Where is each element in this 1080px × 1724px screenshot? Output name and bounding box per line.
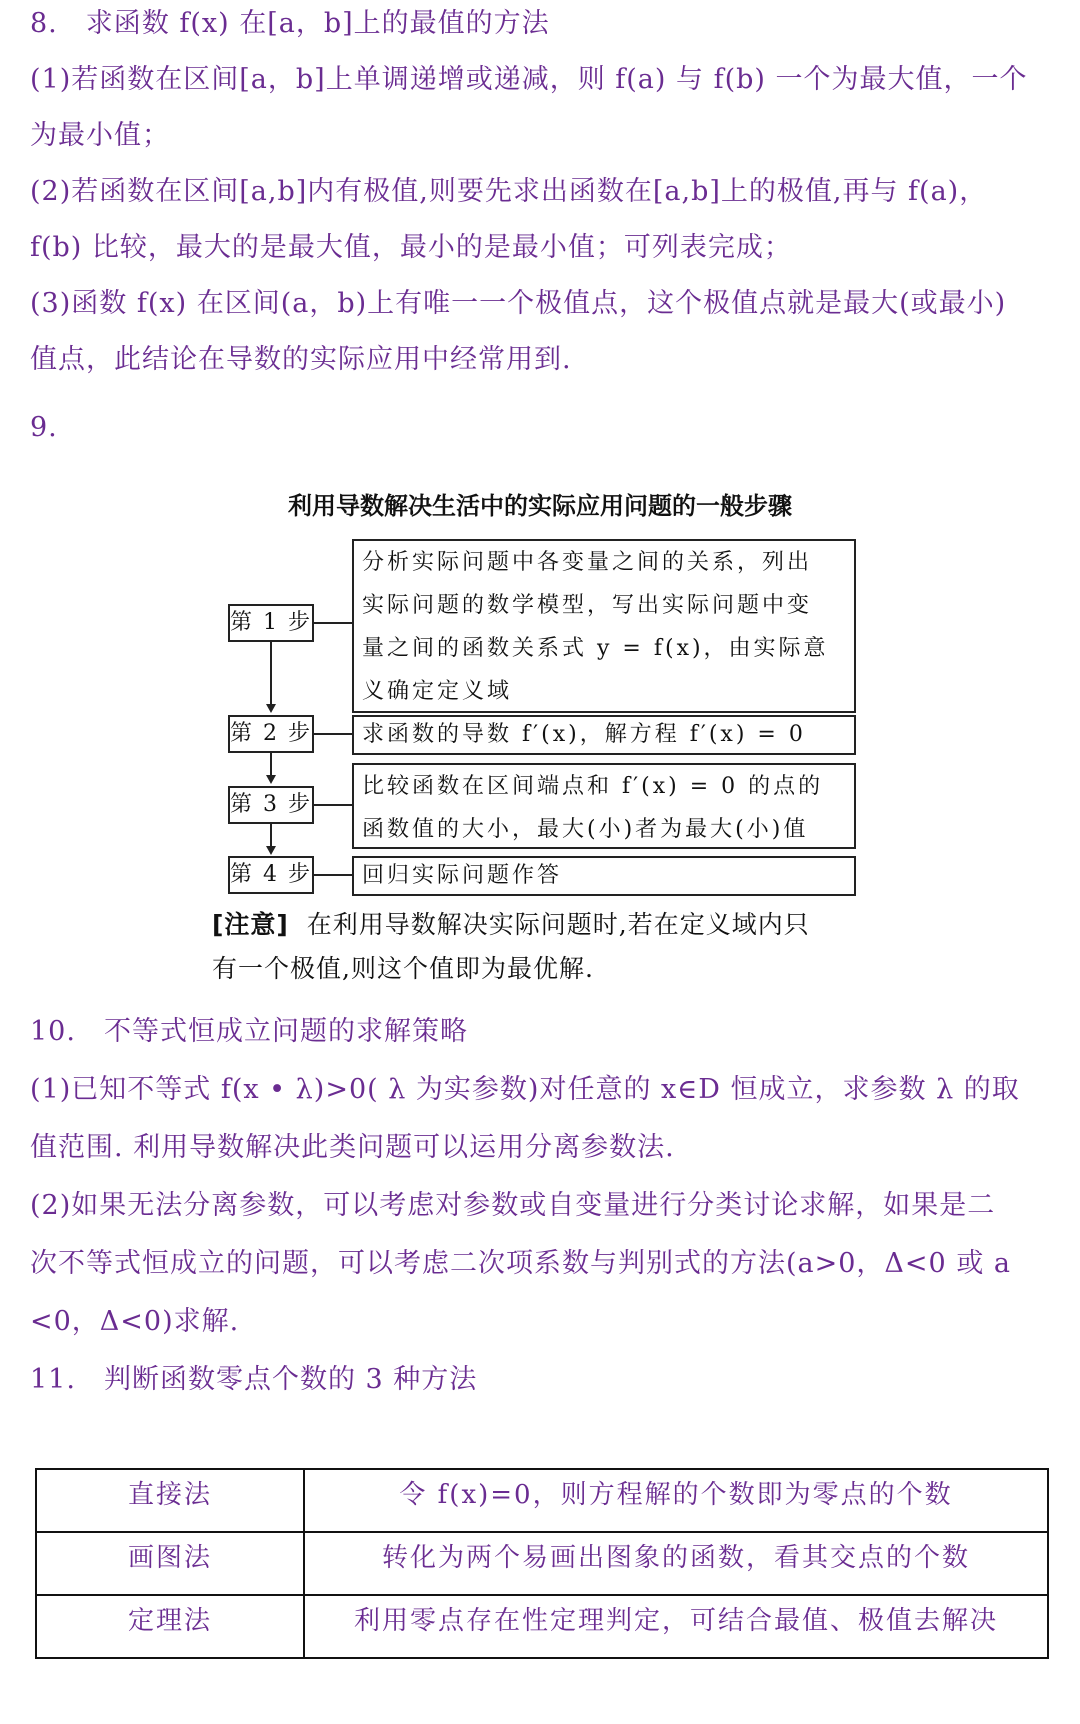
arrow-1-2-head: [266, 704, 276, 713]
arrow-1-2-line: [270, 642, 272, 704]
section-8-line-6: 值点，此结论在导数的实际应用中经常用到.: [30, 344, 572, 375]
arrow-2-3-line: [270, 753, 272, 775]
step-1-desc-line-4: 义确定定义域: [362, 679, 513, 704]
step-1-desc-line-3: 量之间的函数关系式 y = f(x)，由实际意: [362, 636, 829, 661]
note-line-2: 有一个极值,则这个值即为最优解.: [212, 954, 594, 983]
section-10-line-5: <0，Δ<0)求解.: [30, 1306, 240, 1337]
table-row: [36, 1532, 1048, 1595]
section-10-title: 10. 不等式恒成立问题的求解策略: [30, 1016, 468, 1047]
method-description: 令 f(x)=0，则方程解的个数即为零点的个数: [304, 1469, 1048, 1532]
section-10-line-2: 值范围. 利用导数解决此类问题可以运用分离参数法.: [30, 1132, 675, 1163]
section-10-line-4: 次不等式恒成立的问题，可以考虑二次项系数与判别式的方法(a>0，Δ<0 或 a: [30, 1248, 1011, 1279]
zero-count-methods-table: [35, 1468, 1049, 1659]
section-8-line-1: (1)若函数在区间[a，b]上单调递增或递减，则 f(a) 与 f(b) 一个为最大值，一个: [30, 64, 1028, 95]
step-3-label: 第 3 步: [228, 786, 314, 824]
table-row: [36, 1469, 1048, 1532]
section-9-number: 9.: [30, 412, 58, 443]
section-8-line-4: f(b) 比较，最大的是最大值，最小的是最小值；可列表完成；: [30, 232, 792, 263]
section-11-title: 11. 判断函数零点个数的 3 种方法: [30, 1364, 478, 1395]
method-name: 画图法: [36, 1532, 304, 1595]
step-4-description: [352, 856, 856, 896]
note-label: [注意]: [212, 910, 289, 939]
section-8-title: 8. 求函数 f(x) 在[a，b]上的最值的方法: [30, 8, 550, 39]
step-1-desc-line-2: 实际问题的数学模型，写出实际问题中变: [362, 593, 813, 618]
arrow-2-3-head: [266, 775, 276, 784]
step-3-description: [352, 763, 856, 849]
section-8-line-5: (3)函数 f(x) 在区间(a，b)上有唯一一个极值点，这个极值点就是最大(或最小): [30, 288, 1007, 319]
section-8-line-3: (2)若函数在区间[a,b]内有极值,则要先求出函数在[a,b]上的极值,再与 f(a)，: [30, 176, 988, 207]
step-3-desc-line-1: 比较函数在区间端点和 f′(x) = 0 的点的: [362, 774, 824, 799]
step-1-label: 第 1 步: [228, 604, 314, 642]
step-4-connector: [314, 874, 352, 876]
flowchart-title: 利用导数解决生活中的实际应用问题的一般步骤: [288, 492, 792, 520]
step-2-connector: [314, 733, 352, 735]
section-10-line-1: (1)已知不等式 f(x • λ)>0( λ 为实参数)对任意的 x∈D 恒成立，求参数 λ 的取: [30, 1074, 1020, 1105]
method-description: 利用零点存在性定理判定，可结合最值、极值去解决: [304, 1595, 1048, 1658]
step-4-desc-line-1: 回归实际问题作答: [362, 863, 563, 888]
arrow-3-4-line: [270, 824, 272, 846]
note-text-1: 在利用导数解决实际问题时,若在定义域内只: [306, 910, 810, 939]
method-description: 转化为两个易画出图象的函数，看其交点的个数: [304, 1532, 1048, 1595]
step-4-label: 第 4 步: [228, 856, 314, 894]
step-2-desc-line-1: 求函数的导数 f′(x)，解方程 f′(x) = 0: [362, 722, 806, 747]
step-3-connector: [314, 804, 352, 806]
step-3-desc-line-2: 函数值的大小，最大(小)者为最大(小)值: [362, 817, 809, 842]
step-2-description: [352, 715, 856, 755]
step-1-desc-line-1: 分析实际问题中各变量之间的关系，列出: [362, 550, 813, 575]
step-1-connector: [314, 622, 352, 624]
step-2-label: 第 2 步: [228, 715, 314, 753]
note-line-1: [212, 903, 810, 947]
method-name: 定理法: [36, 1595, 304, 1658]
arrow-3-4-head: [266, 846, 276, 855]
step-1-description: [352, 539, 856, 713]
table-row: [36, 1595, 1048, 1658]
method-name: 直接法: [36, 1469, 304, 1532]
section-8-line-2: 为最小值；: [30, 120, 170, 151]
section-10-line-3: (2)如果无法分离参数，可以考虑对参数或自变量进行分类讨论求解，如果是二: [30, 1190, 996, 1221]
